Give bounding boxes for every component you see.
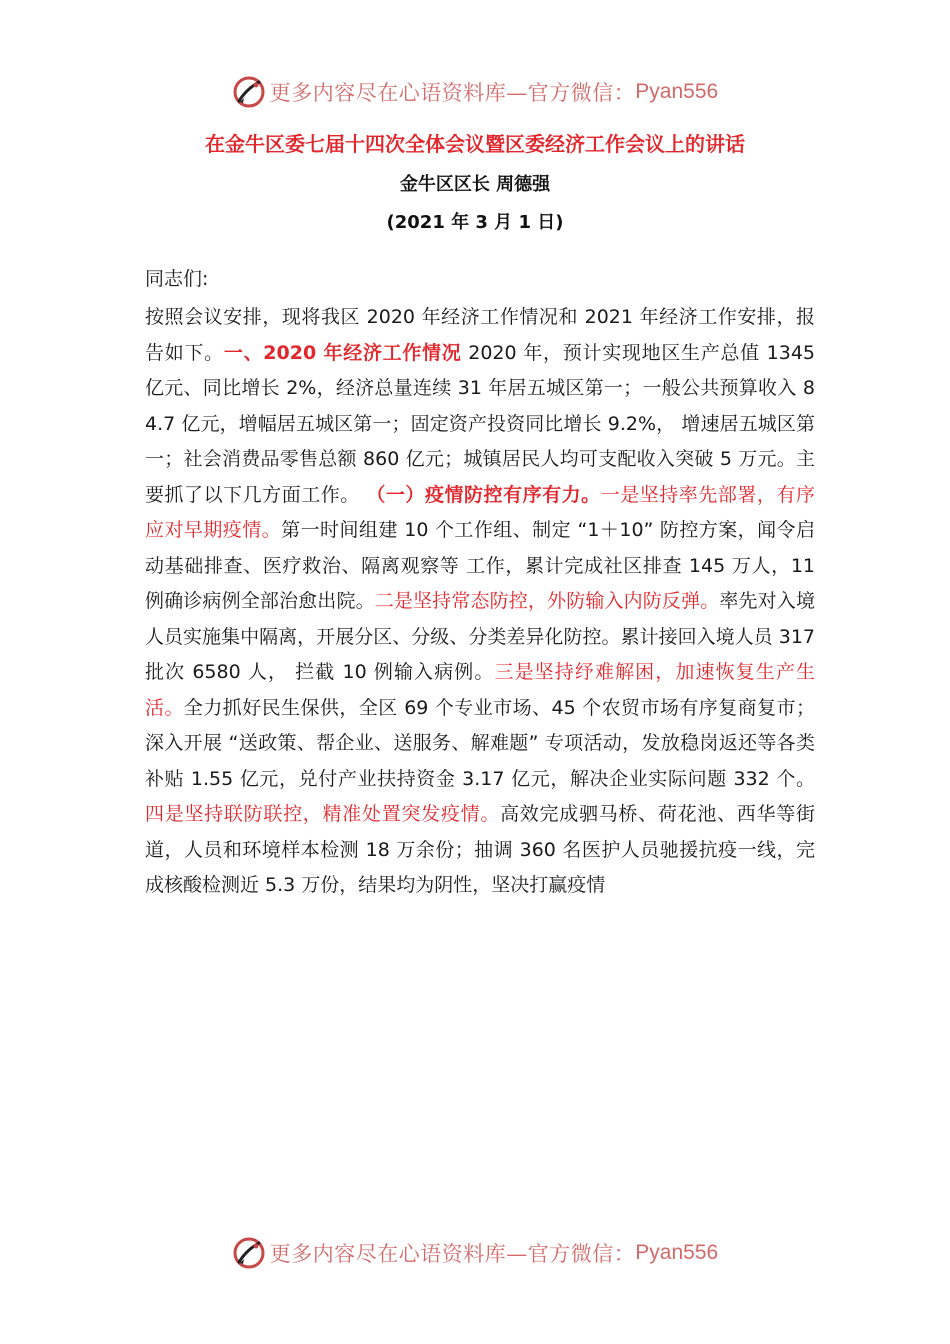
text-run: 第一时间组建 10 个工作组、制定 “1＋10” 防控方案，闻令启动基础排查、医疗救治、隔离观察等 工作，累计完成社区排查 145 万人，11 例确诊病例全部治愈出院。 <box>145 519 815 612</box>
document-date: (2021 年 3 月 1 日) <box>386 212 564 233</box>
point-heading: 三是坚持纾难解困，加速恢复生产生活。 <box>145 661 815 719</box>
header-banner <box>0 70 950 114</box>
text-run: 按照会议安排，现将我区 2020 年经济工作情况和 2021 年经济工作安排，报告如下。 <box>145 306 815 364</box>
point-heading: 一是坚持率先部署，有序应对早期疫情。 <box>145 483 815 541</box>
body-paragraph <box>145 300 815 904</box>
point-heading: 四是坚持联防联控，精准处置突发疫情。 <box>145 803 501 825</box>
footer-banner <box>0 1231 950 1275</box>
text-run: 全力抓好民生保供，全区 69 个专业市场、45 个农贸市场有序复商复市；深入开展 “送政策、帮企业、送服务、解难题” 专项活动，发放稳岗返还等各类补贴 1.55 亿元，兑付产业扶持资金 3.17 亿元，解决企业实际问题 332 个。 <box>145 696 815 790</box>
subsection-heading: （一）疫情防控有序有力。 <box>366 483 601 506</box>
footer-banner-text: 更多内容尽在心语资料库—官方微信： <box>269 1242 636 1266</box>
point-heading: 二是坚持常态防控，外防输入内防反弹。 <box>374 590 720 612</box>
text-run: 高效完成驷马桥、荷花池、西华等街道，人员和环境样本检测 18 万余份；抽调 360 名医护人员驰援抗疫一线，完成核酸检测近 5.3 万份，结果均为阴性，坚决打赢疫情 <box>145 803 815 896</box>
brush-pen-logo-icon <box>232 1236 266 1270</box>
text-run: 2020 年，预计实现地区生产总值 1345 亿元、同比增长 2%，经济总量连续 31 年居五城区第一；一般公共预算收入 84.7 亿元，增幅居五城区第一；固定资产投资同比增长 9.2%， 增速居五城区第一；社会消费品零售总额 860 亿元；城镇居民人均可支配收入突破 5 万元。主要抓了以下几方面工作。 <box>145 341 815 506</box>
text-run: 率先对入境人员实施集中隔离，开展分区、分级、分类差异化防控。累计接回入境人员 317 批次 6580 人， 拦截 10 例输入病例。 <box>145 590 815 683</box>
document-author: 金牛区区长 周德强 <box>399 174 551 195</box>
document-title: 在金牛区委七届十四次全体会议暨区委经济工作会议上的讲话 <box>205 132 745 156</box>
header-banner-account: Pyan556 <box>635 80 719 103</box>
header-banner-text: 更多内容尽在心语资料库—官方微信： <box>269 81 636 105</box>
brush-pen-logo-icon <box>232 75 266 109</box>
salutation: 同志们: <box>145 268 209 290</box>
section-heading: 一、2020 年经济工作情况 <box>223 341 462 364</box>
footer-banner-account: Pyan556 <box>635 1241 719 1264</box>
